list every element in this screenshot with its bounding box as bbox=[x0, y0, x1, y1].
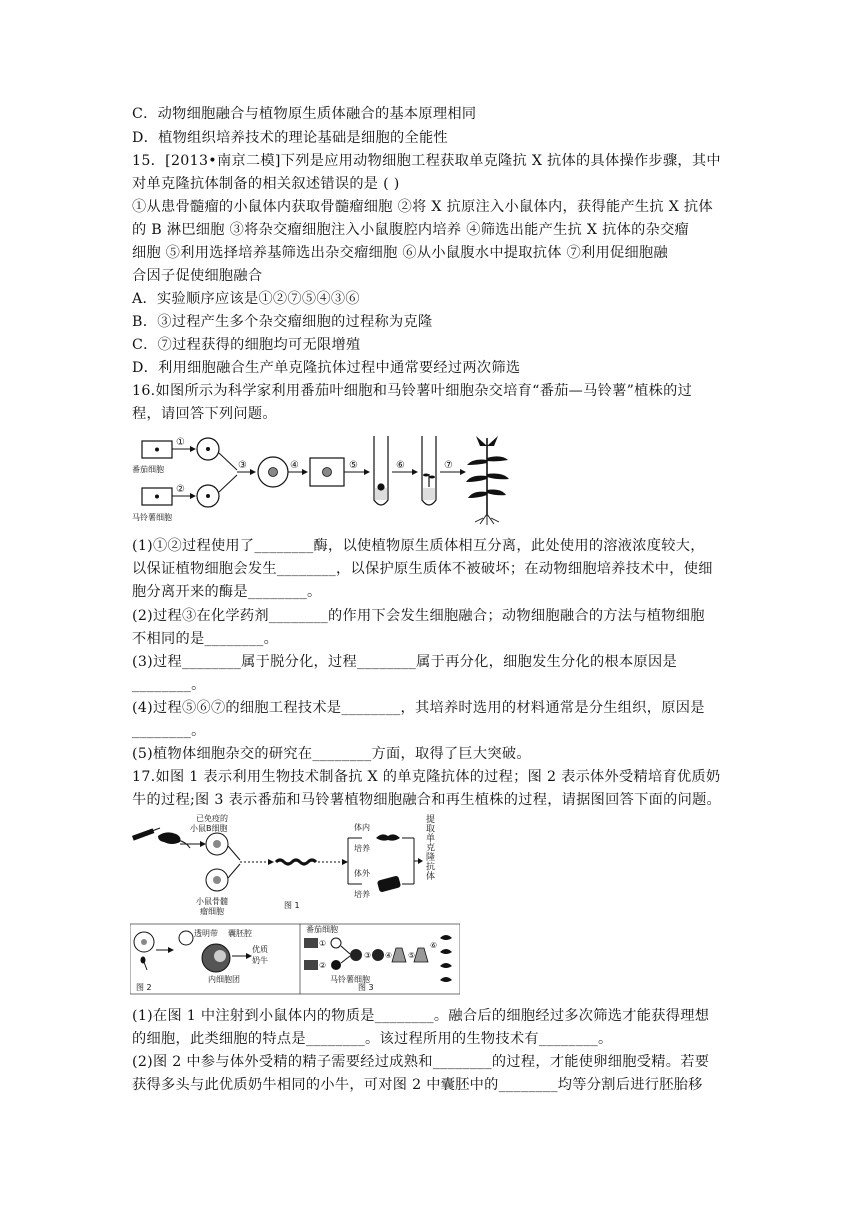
step-5-label: ⑤ bbox=[349, 460, 358, 471]
question-15-stem-1: 15．[2013•南京二模]下列是应用动物细胞工程获取单克隆抗 X 抗体的具体操作步骤，其中 bbox=[132, 153, 721, 169]
fig3-step-5: ⑤ bbox=[408, 951, 416, 960]
q16-part-5: (5)植物体细胞杂交的研究在________方面，取得了巨大突破。 bbox=[132, 746, 531, 762]
myeloma-label-2: 瘤细胞 bbox=[200, 907, 224, 916]
fused-cell-icon bbox=[350, 949, 362, 961]
hybridoma-chain bbox=[276, 860, 316, 864]
q16-part-4-line-2: ________。 bbox=[132, 723, 206, 739]
q17-part-1-line-1: (1)在图 1 中注射到小鼠体内的物质是________。融合后的细胞经过多次筛选才能获得理想 bbox=[132, 1008, 710, 1024]
question-15-option-c: C．⑦过程获得的细胞均可无限增殖 bbox=[132, 337, 361, 353]
fig3-tomato-label: 番茄细胞 bbox=[306, 925, 338, 934]
invitro-label-1: 体外 bbox=[354, 869, 370, 878]
tomato-potato-plant bbox=[466, 436, 509, 525]
q16-part-4-line-1: (4)过程⑤⑥⑦的细胞工程技术是________，其培养时选用的材料通常是分生组织，原因是 bbox=[132, 700, 705, 716]
q17-part-1-line-2: 的细胞，此类细胞的特点是________。该过程所用的生物技术有________。 bbox=[132, 1031, 613, 1047]
question-16-stem-1: 16.如图所示为科学家利用番茄叶细胞和马铃薯叶细胞杂交培育“番茄—马铃薯”植株的过 bbox=[132, 383, 693, 399]
mouse-icon bbox=[376, 834, 400, 840]
option-d-14: D．植物组织培养技术的理论基础是细胞的全能性 bbox=[132, 130, 448, 146]
figure-16-somatic-hybridization bbox=[130, 432, 530, 527]
zygote bbox=[179, 931, 193, 945]
fig3-step-2: ② bbox=[319, 961, 327, 970]
step-2-label: ② bbox=[176, 484, 185, 495]
fig2-caption: 图 2 bbox=[136, 983, 152, 992]
fig1-caption: 图 1 bbox=[284, 901, 300, 910]
step-7-label: ⑦ bbox=[444, 460, 453, 471]
q16-part-3-line-2: ________。 bbox=[132, 677, 206, 693]
fig3-caption: 图 3 bbox=[358, 983, 374, 992]
q16-part-1-line-3: 胞分离开来的酶是________。 bbox=[132, 584, 322, 600]
plantlets-icon bbox=[440, 935, 452, 982]
question-15-option-d: D．利用细胞融合生产单克隆抗体过程中通常要经过两次筛选 bbox=[132, 360, 521, 376]
option-c-14: C．动物细胞融合与植物原生质体融合的基本原理相同 bbox=[132, 106, 477, 122]
syringe-mouse-icon bbox=[132, 828, 190, 848]
step-1-label: ① bbox=[176, 437, 185, 448]
q16-part-2-line-2: 不相同的是________。 bbox=[132, 631, 279, 647]
step-3-label: ③ bbox=[238, 460, 247, 471]
question-15-option-a: A．实验顺序应该是①②⑦⑤④③⑥ bbox=[132, 291, 360, 307]
invivo-label-2: 培养 bbox=[354, 844, 370, 853]
figure-17-2-ivf bbox=[130, 916, 300, 998]
tomato-cell-icon bbox=[304, 938, 318, 948]
q16-part-1-line-1: (1)①②过程使用了________酶，以使植物原生质体相互分离，此处使用的溶液浓度较大， bbox=[132, 538, 705, 554]
icm-label: 内细胞团 bbox=[208, 975, 240, 984]
potato-cell-label: 马铃薯细胞 bbox=[132, 513, 172, 522]
flask-icon-1 bbox=[392, 948, 406, 962]
figure-17-1-monoclonal-antibody bbox=[130, 814, 450, 920]
fig3-step-3: ③ bbox=[364, 951, 372, 960]
myeloma-label-1: 小鼠骨髓 bbox=[196, 897, 228, 906]
q16-part-2-line-1: (2)过程③在化学药剂________的作用下会发生细胞融合；动物细胞融合的方法与植物细胞 bbox=[132, 608, 705, 624]
tomato-cell-label: 番茄细胞 bbox=[132, 465, 164, 474]
potato-cell-icon bbox=[304, 960, 318, 970]
question-16-stem-2: 程，请回答下列问题。 bbox=[132, 406, 277, 422]
question-15-steps-4: 合因子促使细胞融合 bbox=[132, 268, 263, 284]
blastocoel-label: 囊胚腔 bbox=[228, 929, 252, 938]
cow-label-2: 奶牛 bbox=[252, 956, 268, 965]
question-15-steps-2: 的 B 淋巴细胞 ③将杂交瘤细胞注入小鼠腹腔内培养 ④筛选出能产生抗 X 抗体的杂交瘤 bbox=[132, 222, 690, 238]
zona-label: 透明带 bbox=[194, 929, 218, 938]
fig3-step-1: ① bbox=[319, 939, 327, 948]
fig3-step-6: ⑥ bbox=[430, 941, 438, 950]
q17-part-2-line-1: (2)图 2 中参与体外受精的精子需要经过成熟和________的过程，才能使卵细胞受精。若要 bbox=[132, 1054, 710, 1070]
question-15-steps-3: 细胞 ⑤利用选择培养基筛选出杂交瘤细胞 ⑥从小鼠腹水中提取抗体 ⑦利用促细胞融 bbox=[132, 245, 668, 261]
sperm-icon bbox=[141, 957, 146, 964]
immunized-label-1: 已免疫的 bbox=[196, 814, 228, 823]
question-15-option-b: B．③过程产生多个杂交瘤细胞的过程称为克隆 bbox=[132, 314, 433, 330]
cow-label-1: 优质 bbox=[252, 945, 268, 954]
question-15-stem-2: 对单克隆抗体制备的相关叙述错误的是 ( ) bbox=[132, 176, 400, 192]
question-17-stem-2: 牛的过程;图 3 表示番茄和马铃薯植物细胞融合和再生植株的过程，请据图回答下面的问题。 bbox=[132, 792, 722, 808]
invivo-label-1: 体内 bbox=[354, 823, 370, 832]
fig3-step-4: ④ bbox=[385, 951, 393, 960]
figure-17-3-plant-fusion bbox=[300, 916, 460, 998]
step-4-label: ④ bbox=[290, 460, 299, 471]
immunized-label-2: 小鼠B细胞 bbox=[190, 824, 228, 833]
q17-part-2-line-2: 获得多头与此优质奶牛相同的小牛，可对图 2 中囊胚中的________均等分割后进行胚胎移 bbox=[132, 1077, 703, 1093]
culture-bottle-icon bbox=[377, 875, 401, 892]
step-6-label: ⑥ bbox=[396, 460, 405, 471]
q16-part-1-line-2: 以保证植物细胞会发生________，以保护原生质体不被破坏；在动物细胞培养技术中，使细 bbox=[132, 561, 713, 577]
question-17-stem-1: 17.如图 1 表示利用生物技术制备抗 X 的单克隆抗体的过程；图 2 表示体外受精培育优质奶 bbox=[132, 769, 721, 785]
flask-icon-2 bbox=[414, 948, 428, 962]
question-15-steps-1: ①从患骨髓瘤的小鼠体内获取骨髓瘤细胞 ②将 X 抗原注入小鼠体内，获得能产生抗 X 抗体 bbox=[132, 199, 713, 215]
q16-part-3-line-1: (3)过程________属于脱分化，过程________属于再分化，细胞发生分化的根本原因是 bbox=[132, 654, 677, 670]
extract-label: 提取单克隆抗体 bbox=[424, 814, 434, 881]
invitro-label-2: 培养 bbox=[354, 890, 370, 899]
fig3-potato-label: 马铃薯细胞 bbox=[330, 975, 370, 984]
